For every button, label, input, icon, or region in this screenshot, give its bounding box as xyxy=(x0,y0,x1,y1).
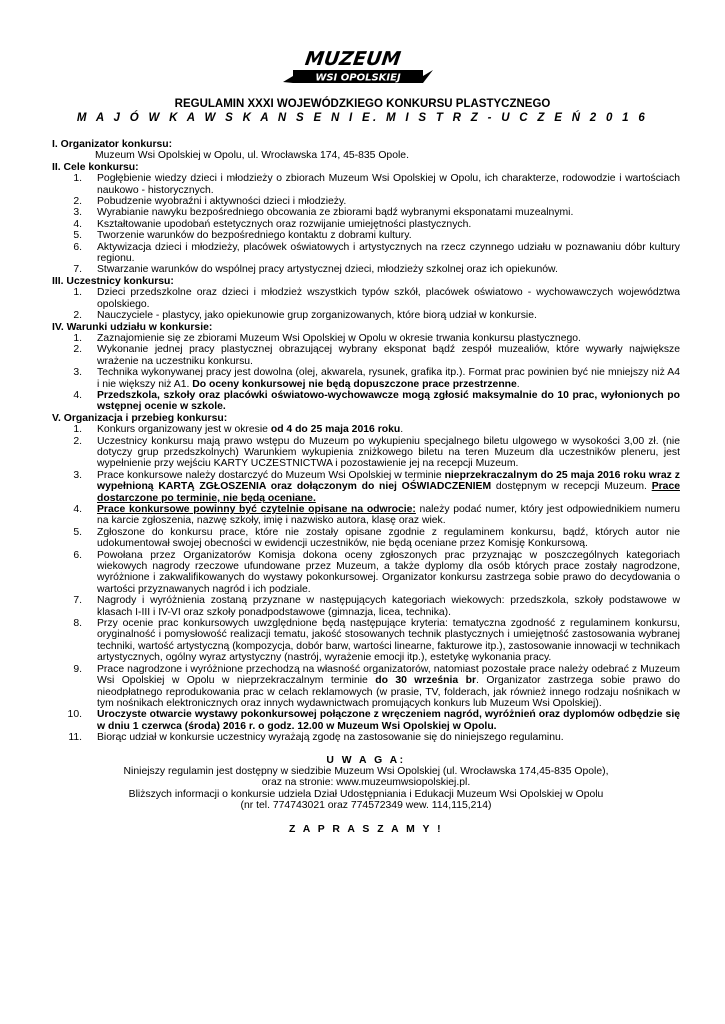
list-item: 4. Kształtowanie upodobań estetycznych oraz rozwijanie umiejętności plastycznych. xyxy=(73,218,472,230)
goals-list xyxy=(52,173,680,276)
list-item: 3. Technika wykonywanej pracy jest dowolna (olej, akwarela, rysunek, grafika itp.). Format prac powinien być nie mniejszy niż A4 i nie większy niż A1. Do oceny konkursowej nie będą dopuszczone prace przestrzenne. xyxy=(73,367,680,390)
section-heading: I. Organizator konkursu: xyxy=(52,139,173,150)
list-item: 1. Pogłębienie wiedzy dzieci i młodzieży o zbiorach Muzeum Wsi Opolskiej w Opolu, ich charakterze, rodowodzie i wartościach naukowo - historycznych. xyxy=(73,173,680,196)
organizer-text: Muzeum Wsi Opolskiej w Opolu, ul. Wrocławska 174, 45-835 Opole. xyxy=(95,150,409,162)
section-heading: III. Uczestnicy konkursu: xyxy=(52,275,174,287)
list-item: 2. Pobudzenie wyobraźni i aktywności dzieci i młodzieży. xyxy=(73,196,347,208)
list-item: 11. Biorąc udział w konkursie uczestnicy wyrażają zgodę na zastosowanie się do niniejszego regulaminu. xyxy=(68,732,564,744)
closing-invitation: Z A P R A S Z A M Y ! xyxy=(288,823,444,835)
list-item: 1. Dzieci przedszkolne oraz dzieci i młodzież wszystkich typów szkół, placówek oświatowo - wychowawczych województwa opolskiego. xyxy=(73,287,680,310)
notice-heading: U W A G A: xyxy=(326,754,406,766)
list-item: 2. Uczestnicy konkursu mają prawo wstępu do Muzeum po wykupieniu specjalnego biletu ulgowego w wysokości 3,00 zł. (nie dotyczy grup przedszkolnych) Warunkiem wykupienia zniżkowego biletu na teren Muzeum dla uczestników pleneru, jest wypełnienie przy wejściu KARTY UCZESTNICTWA i pozostawienie jej na recepcji Muzeum. xyxy=(73,435,680,470)
list-item: 7. Stwarzanie warunków do wspólnej pracy artystycznej dzieci, młodzieży szkolnej oraz ich opiekunów. xyxy=(73,264,558,276)
list-item: 2. Wykonanie jednej pracy plastycznej obrazującej wybrany eksponat bądź zespół muzealiów, które wywarły największe wrażenie na uczestniku konkursu. xyxy=(73,344,680,367)
section-heading: II. Cele konkursu: xyxy=(52,161,139,173)
list-item: 7. Nagrody i wyróżnienia zostaną przyznane w następujących kategoriach wiekowych: przedszkola, szkoły podstawowe w klasach I-III i IV-VI oraz szkoły ponadpodstawowe (gimnazja, licea, technika). xyxy=(73,595,680,618)
list-item: 4. Prace konkursowe powinny być czytelnie opisane na odwrocie: należy podać numer, który jest odpowiednikiem numeru na karcie zgłoszenia, nazwę szkoły, imię i nazwisko autora, klasę oraz wiek. xyxy=(73,504,681,527)
list-item: 1. Zaznajomienie się ze zbiorami Muzeum Wsi Opolskiej w Opolu w okresie trwania konkursu plastycznego. xyxy=(73,332,581,344)
title-block xyxy=(0,97,725,125)
svg-text:WSI OPOLSKIEJ: WSI OPOLSKIEJ xyxy=(315,72,401,84)
list-item: 5. Zgłoszone do konkursu prace, które nie zostały opisane zgodnie z regulaminem konkursu, bądź, których autor nie udokumentował swojej obecności w ewidencji uczestników, nie będą oceniane przez Komisję Konkursową. xyxy=(73,526,680,550)
regulations-content xyxy=(52,139,680,835)
notice-line: Bliższych informacji o konkursie udziela Dział Udostępniania i Edukacji Muzeum Wsi Opolskiej w Opolu xyxy=(128,788,604,800)
list-item: 4. Przedszkola, szkoły oraz placówki oświatowo-wychowawcze mogą zgłosić maksymalnie do 10 prac, wyłonionych po wstępnej ocenie w szkole. xyxy=(73,389,680,413)
list-item: 3. Wyrabianie nawyku bezpośredniego obcowania ze zbiorami bądź wybranymi eksponatami muzealnymi. xyxy=(73,207,574,219)
list-item: 6. Powołana przez Organizatorów Komisja dokona oceny zgłoszonych prac przyznając w poszczególnych kategoriach wiekowych nagrody rzeczowe ufundowane przez Muzeum, a także dyplomy dla osób których prace zostały nagrodzone, wyróżnione i zakwalifikowanych do wystawy pokonkursowej. Organizator konkursu zastrzega sobie prawo do decydowania o wartości przyznawanych nagród i ich podziale. xyxy=(73,549,680,595)
notice-line: Niniejszy regulamin jest dostępny w siedzibie Muzeum Wsi Opolskiej (ul. Wrocławska 174,45-835 Opole), xyxy=(123,765,609,777)
document-title: REGULAMIN XXXI WOJEWÓDZKIEGO KONKURSU PLASTYCZNEGO xyxy=(174,98,551,110)
section-heading: V. Organizacja i przebieg konkursu: xyxy=(52,412,228,424)
list-item: 1. Konkurs organizowany jest w okresie od 4 do 25 maja 2016 roku. xyxy=(73,424,404,436)
svg-text:MUZEUM: MUZEUM xyxy=(303,47,403,70)
list-item: 6. Aktywizacja dzieci i młodzieży, placówek oświatowych i artystycznych na rzecz czynnego udziału w poznawaniu dóbr kultury regionu. xyxy=(73,241,680,265)
notice-line: (nr tel. 774743021 oraz 774572349 wew. 114,115,214) xyxy=(240,800,492,812)
notice-line: oraz na stronie: www.muzeumwsiopolskiej.pl. xyxy=(261,777,471,789)
list-item: 10. Uroczyste otwarcie wystawy pokonkursowej połączone z wręczeniem nagród, wyróżnień oraz dyplomów odbędzie się w dniu 1 czerwca (środa) 2016 r. o godz. 12.00 w Muzeum Wsi Opolskiej w Opolu. xyxy=(67,709,680,732)
organization-list xyxy=(52,424,680,743)
list-item: 9. Prace nagrodzone i wyróżnione przechodzą na własność organizatorów, natomiast pozostałe prace należy odebrać z Muzeum Wsi Opolskiej w Opolu w nieprzekraczalnym terminie do 30 września br. Organizator zastrzega sobie prawo do nieodpłatnego reprodukowania prac w celach reklamowych (w prasie, TV, folderach, jak również innego rodzaju nośnikach w tym nośnikach elektronicznych oraz innych wydawnictwach promujących konkurs lub Muzeum Wsi Opolskiej). xyxy=(73,663,680,709)
notice-block xyxy=(52,755,680,812)
document-subtitle: M A J Ó W K A W S K A N S E N I E. M I S T R Z - U C Z E Ń 2 0 1 6 xyxy=(76,112,649,124)
conditions-list xyxy=(52,333,680,413)
list-item: 5. Tworzenie warunków do bezpośredniego kontaktu z dobrami kultury. xyxy=(73,230,412,242)
participants-list xyxy=(52,287,680,321)
section-heading: IV. Warunki udziału w konkursie: xyxy=(52,321,213,333)
list-item: 2. Nauczyciele - plastycy, jako opiekunowie grup zorganizowanych, które biorą udział w konkursie. xyxy=(73,310,537,322)
list-item: 3. Prace konkursowe należy dostarczyć do Muzeum Wsi Opolskiej w terminie nieprzekraczalnym do 25 maja 2016 roku wraz z wypełnioną KARTĄ ZGŁOSZENIA oraz dołączonym do niej OŚWIADCZENIEM dostępnym w recepcji Muzeum. Prace dostarczone po terminie, nie będą oceniane. xyxy=(73,469,680,504)
museum-logo xyxy=(275,44,435,88)
list-item: 8. Przy ocenie prac konkursowych uwzględnione będą następujące kryteria: tematyczna zgodność z regulaminem konkursu, oryginalność i pomysłowość realizacji tematu, jakość stosowanych technik plastycznych i umiejętność zastosowania wybranej techniki, wartość artystyczną (kompozycja, dobór barw, wartości linearne, fakturowe itp.), zastosowanie innowacji w technikach artystycznych, ogólny wyraz artystyczny (nastrój, wyrażenie emocji itp.), estetykę wykonania pracy. xyxy=(73,618,680,664)
